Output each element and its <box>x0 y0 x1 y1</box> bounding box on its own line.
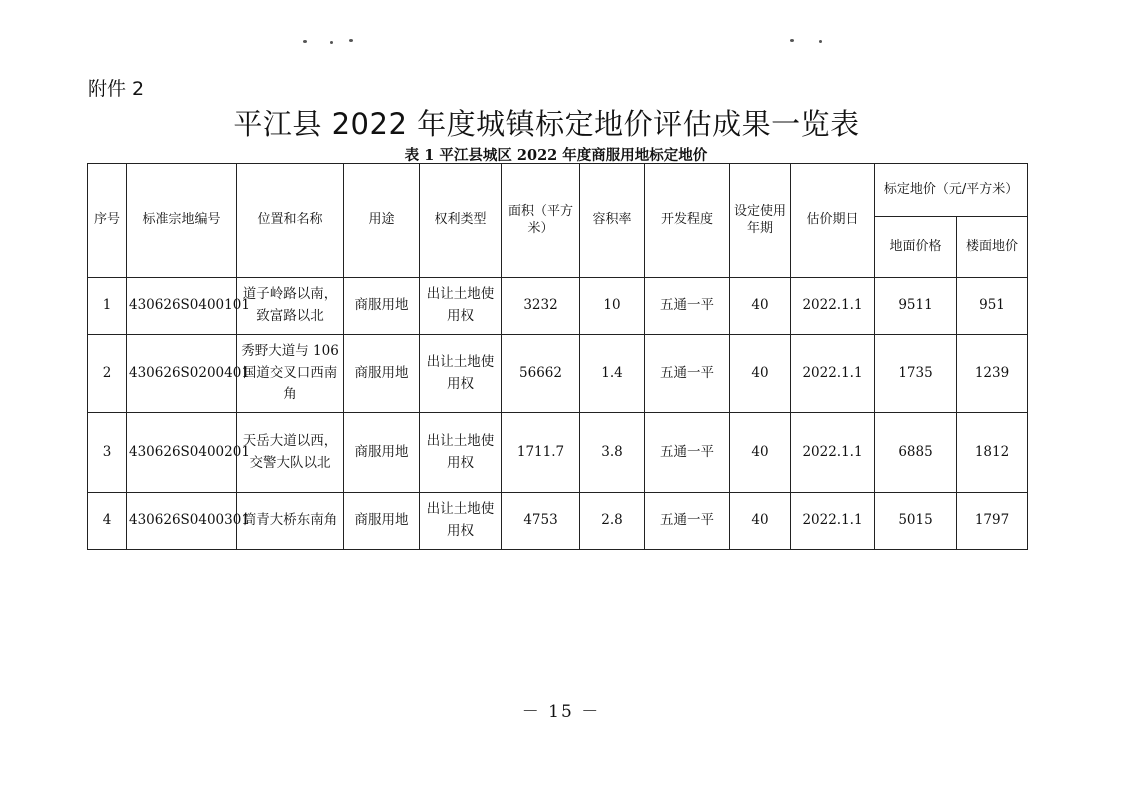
cell-valuation-date: 2022.1.1 <box>791 493 875 550</box>
cell-far: 10 <box>580 278 645 335</box>
cell-use: 商服用地 <box>344 278 420 335</box>
cell-valuation-date: 2022.1.1 <box>791 413 875 493</box>
header-valuation-date: 估价期日 <box>791 164 875 278</box>
table-caption: 表 1 平江县城区 2022 年度商服用地标定地价 <box>404 147 708 164</box>
header-land-price: 地面价格 <box>875 217 957 278</box>
cell-area: 1711.7 <box>502 413 580 493</box>
cell-parcel-code: 430626S0400101 <box>127 278 237 335</box>
cell-use: 商服用地 <box>344 493 420 550</box>
cell-floor-price: 951 <box>957 278 1028 335</box>
scan-mark <box>303 40 307 43</box>
cell-dev-level: 五通一平 <box>645 278 730 335</box>
land-price-table <box>87 163 1028 550</box>
cell-area: 3232 <box>502 278 580 335</box>
cell-far: 3.8 <box>580 413 645 493</box>
cell-land-price: 1735 <box>875 335 957 413</box>
cell-far: 2.8 <box>580 493 645 550</box>
header-seq: 序号 <box>88 164 127 278</box>
cell-land-price: 9511 <box>875 278 957 335</box>
header-location: 位置和名称 <box>237 164 344 278</box>
header-far: 容积率 <box>580 164 645 278</box>
header-parcel-code: 标准宗地编号 <box>127 164 237 278</box>
cell-area: 4753 <box>502 493 580 550</box>
table-row <box>88 493 1028 550</box>
cell-location: 秀野大道与 106 国道交叉口西南角 <box>237 335 344 413</box>
cell-land-price: 5015 <box>875 493 957 550</box>
cell-floor-price: 1812 <box>957 413 1028 493</box>
cell-term: 40 <box>730 493 791 550</box>
cell-right-type: 出让土地使用权 <box>420 493 502 550</box>
cell-location: 天岳大道以西，交警大队以北 <box>237 413 344 493</box>
header-price-group: 标定地价（元/平方米） <box>875 164 1028 217</box>
cell-land-price: 6885 <box>875 413 957 493</box>
cell-far: 1.4 <box>580 335 645 413</box>
cell-term: 40 <box>730 413 791 493</box>
document-title: 平江县 2022 年度城镇标定地价评估成果一览表 <box>233 107 860 141</box>
cell-seq: 3 <box>88 413 127 493</box>
header-area: 面积（平方米） <box>502 164 580 278</box>
header-floor-price: 楼面地价 <box>957 217 1028 278</box>
attachment-label: 附件 2 <box>88 78 145 100</box>
scan-mark <box>349 39 353 42</box>
page-number: － 15 － <box>521 702 601 722</box>
cell-seq: 4 <box>88 493 127 550</box>
header-term: 设定使用年期 <box>730 164 791 278</box>
cell-floor-price: 1239 <box>957 335 1028 413</box>
cell-parcel-code: 430626S0400201 <box>127 413 237 493</box>
header-right-type: 权利类型 <box>420 164 502 278</box>
cell-area: 56662 <box>502 335 580 413</box>
scan-mark <box>819 40 822 43</box>
table-row <box>88 278 1028 335</box>
header-use: 用途 <box>344 164 420 278</box>
cell-valuation-date: 2022.1.1 <box>791 335 875 413</box>
cell-valuation-date: 2022.1.1 <box>791 278 875 335</box>
cell-use: 商服用地 <box>344 413 420 493</box>
cell-dev-level: 五通一平 <box>645 413 730 493</box>
cell-location: 道子岭路以南，致富路以北 <box>237 278 344 335</box>
scan-mark <box>330 41 333 44</box>
cell-seq: 1 <box>88 278 127 335</box>
cell-location: 筒青大桥东南角 <box>237 493 344 550</box>
table-row <box>88 413 1028 493</box>
cell-term: 40 <box>730 335 791 413</box>
scan-mark <box>790 39 794 42</box>
cell-right-type: 出让土地使用权 <box>420 335 502 413</box>
cell-right-type: 出让土地使用权 <box>420 278 502 335</box>
table-row <box>88 335 1028 413</box>
cell-dev-level: 五通一平 <box>645 335 730 413</box>
cell-parcel-code: 430626S0400301 <box>127 493 237 550</box>
cell-term: 40 <box>730 278 791 335</box>
cell-seq: 2 <box>88 335 127 413</box>
cell-floor-price: 1797 <box>957 493 1028 550</box>
cell-dev-level: 五通一平 <box>645 493 730 550</box>
cell-parcel-code: 430626S0200401 <box>127 335 237 413</box>
cell-use: 商服用地 <box>344 335 420 413</box>
header-dev-level: 开发程度 <box>645 164 730 278</box>
cell-right-type: 出让土地使用权 <box>420 413 502 493</box>
